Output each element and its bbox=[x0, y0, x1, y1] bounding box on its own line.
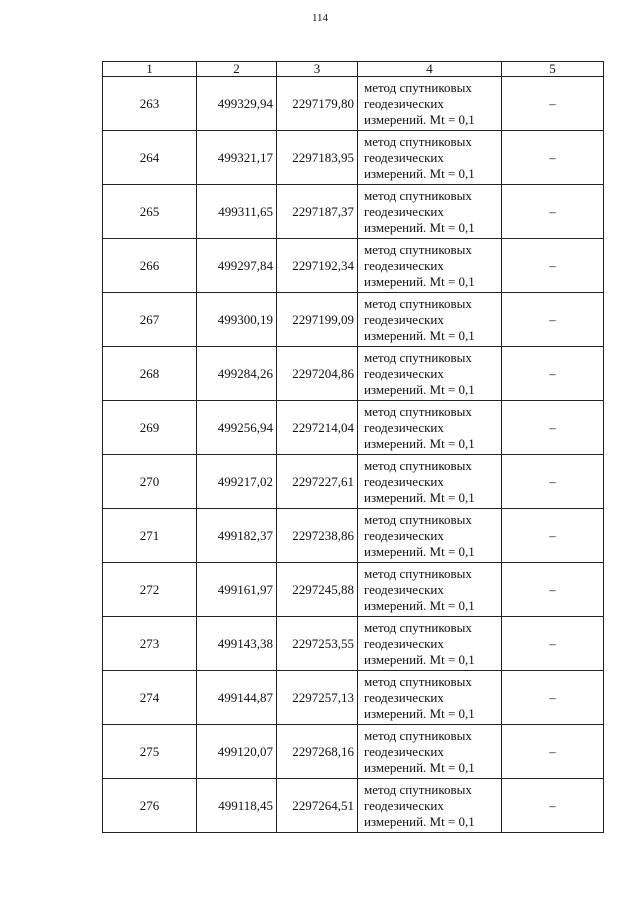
point-number: 264 bbox=[103, 131, 197, 185]
method-line: геодезических bbox=[364, 149, 444, 165]
method-line: метод спутниковых bbox=[364, 781, 472, 797]
method-cell bbox=[358, 725, 502, 779]
coord-x: 499329,94 bbox=[197, 77, 277, 131]
coord-y: 2297214,04 bbox=[277, 401, 358, 455]
coord-y: 2297264,51 bbox=[277, 779, 358, 833]
header-row bbox=[103, 62, 604, 77]
coord-x: 499143,38 bbox=[197, 617, 277, 671]
method-cell bbox=[358, 347, 502, 401]
coord-y: 2297179,80 bbox=[277, 77, 358, 131]
method-cell bbox=[358, 779, 502, 833]
method-line: измерений. Mt = 0,1 bbox=[364, 489, 475, 505]
method-line: измерений. Mt = 0,1 bbox=[364, 327, 475, 343]
method-cell bbox=[358, 77, 502, 131]
coord-x: 499300,19 bbox=[197, 293, 277, 347]
method-line: геодезических bbox=[364, 581, 444, 597]
method-cell bbox=[358, 401, 502, 455]
note-cell: – bbox=[502, 131, 604, 185]
method-line: метод спутниковых bbox=[364, 457, 472, 473]
method-line: метод спутниковых bbox=[364, 133, 472, 149]
method-cell bbox=[358, 185, 502, 239]
point-number: 266 bbox=[103, 239, 197, 293]
note-cell: – bbox=[502, 77, 604, 131]
method-line: метод спутниковых bbox=[364, 403, 472, 419]
method-line: метод спутниковых bbox=[364, 79, 472, 95]
method-line: измерений. Mt = 0,1 bbox=[364, 273, 475, 289]
table-row bbox=[103, 401, 604, 455]
point-number: 273 bbox=[103, 617, 197, 671]
table-row bbox=[103, 617, 604, 671]
header-col-4: 4 bbox=[358, 62, 502, 77]
method-line: метод спутниковых bbox=[364, 727, 472, 743]
coord-x: 499120,07 bbox=[197, 725, 277, 779]
coord-x: 499321,17 bbox=[197, 131, 277, 185]
note-cell: – bbox=[502, 563, 604, 617]
method-line: измерений. Mt = 0,1 bbox=[364, 597, 475, 613]
point-number: 270 bbox=[103, 455, 197, 509]
coord-x: 499161,97 bbox=[197, 563, 277, 617]
table-row bbox=[103, 563, 604, 617]
table-row bbox=[103, 293, 604, 347]
method-line: геодезических bbox=[364, 95, 444, 111]
point-number: 268 bbox=[103, 347, 197, 401]
method-line: метод спутниковых bbox=[364, 565, 472, 581]
coord-x: 499256,94 bbox=[197, 401, 277, 455]
method-line: измерений. Mt = 0,1 bbox=[364, 813, 475, 829]
coordinates-table bbox=[102, 61, 604, 833]
note-cell: – bbox=[502, 671, 604, 725]
method-cell bbox=[358, 293, 502, 347]
method-line: метод спутниковых bbox=[364, 619, 472, 635]
method-line: измерений. Mt = 0,1 bbox=[364, 543, 475, 559]
table-body bbox=[103, 77, 604, 833]
coord-x: 499182,37 bbox=[197, 509, 277, 563]
table-row bbox=[103, 185, 604, 239]
coord-x: 499297,84 bbox=[197, 239, 277, 293]
method-line: измерений. Mt = 0,1 bbox=[364, 705, 475, 721]
coord-y: 2297238,86 bbox=[277, 509, 358, 563]
method-line: измерений. Mt = 0,1 bbox=[364, 759, 475, 775]
coord-y: 2297253,55 bbox=[277, 617, 358, 671]
note-cell: – bbox=[502, 185, 604, 239]
point-number: 269 bbox=[103, 401, 197, 455]
method-line: геодезических bbox=[364, 635, 444, 651]
point-number: 267 bbox=[103, 293, 197, 347]
method-cell bbox=[358, 617, 502, 671]
note-cell: – bbox=[502, 725, 604, 779]
method-line: геодезических bbox=[364, 203, 444, 219]
method-line: геодезических bbox=[364, 365, 444, 381]
method-line: измерений. Mt = 0,1 bbox=[364, 435, 475, 451]
note-cell: – bbox=[502, 239, 604, 293]
note-cell: – bbox=[502, 779, 604, 833]
note-cell: – bbox=[502, 347, 604, 401]
method-line: геодезических bbox=[364, 311, 444, 327]
coord-y: 2297204,86 bbox=[277, 347, 358, 401]
method-line: геодезических bbox=[364, 797, 444, 813]
method-line: метод спутниковых bbox=[364, 349, 472, 365]
method-line: геодезических bbox=[364, 419, 444, 435]
note-cell: – bbox=[502, 455, 604, 509]
method-line: измерений. Mt = 0,1 bbox=[364, 111, 475, 127]
coord-y: 2297183,95 bbox=[277, 131, 358, 185]
coord-y: 2297192,34 bbox=[277, 239, 358, 293]
coord-y: 2297257,13 bbox=[277, 671, 358, 725]
point-number: 265 bbox=[103, 185, 197, 239]
coord-x: 499144,87 bbox=[197, 671, 277, 725]
method-cell bbox=[358, 671, 502, 725]
coord-x: 499311,65 bbox=[197, 185, 277, 239]
note-cell: – bbox=[502, 401, 604, 455]
coord-y: 2297187,37 bbox=[277, 185, 358, 239]
method-line: измерений. Mt = 0,1 bbox=[364, 165, 475, 181]
method-cell bbox=[358, 455, 502, 509]
coord-y: 2297245,88 bbox=[277, 563, 358, 617]
header-col-5: 5 bbox=[502, 62, 604, 77]
header-col-2: 2 bbox=[197, 62, 277, 77]
table-row bbox=[103, 77, 604, 131]
coord-x: 499284,26 bbox=[197, 347, 277, 401]
note-cell: – bbox=[502, 509, 604, 563]
method-line: геодезических bbox=[364, 257, 444, 273]
table-header bbox=[103, 62, 604, 77]
table-row bbox=[103, 779, 604, 833]
point-number: 274 bbox=[103, 671, 197, 725]
table-row bbox=[103, 671, 604, 725]
table-row bbox=[103, 455, 604, 509]
table-row bbox=[103, 725, 604, 779]
method-cell bbox=[358, 131, 502, 185]
header-col-1: 1 bbox=[103, 62, 197, 77]
method-cell bbox=[358, 509, 502, 563]
coord-y: 2297268,16 bbox=[277, 725, 358, 779]
coord-y: 2297227,61 bbox=[277, 455, 358, 509]
point-number: 275 bbox=[103, 725, 197, 779]
table-row bbox=[103, 509, 604, 563]
table-row bbox=[103, 239, 604, 293]
coord-x: 499118,45 bbox=[197, 779, 277, 833]
method-line: измерений. Mt = 0,1 bbox=[364, 219, 475, 235]
point-number: 276 bbox=[103, 779, 197, 833]
method-line: геодезических bbox=[364, 689, 444, 705]
header-col-3: 3 bbox=[277, 62, 358, 77]
method-line: метод спутниковых bbox=[364, 511, 472, 527]
method-line: метод спутниковых bbox=[364, 241, 472, 257]
note-cell: – bbox=[502, 293, 604, 347]
method-line: геодезических bbox=[364, 473, 444, 489]
page-number: 114 bbox=[311, 12, 329, 24]
method-line: метод спутниковых bbox=[364, 295, 472, 311]
method-cell bbox=[358, 563, 502, 617]
coord-y: 2297199,09 bbox=[277, 293, 358, 347]
method-line: метод спутниковых bbox=[364, 187, 472, 203]
method-line: метод спутниковых bbox=[364, 673, 472, 689]
method-line: геодезических bbox=[364, 743, 444, 759]
method-line: геодезических bbox=[364, 527, 444, 543]
table-row bbox=[103, 347, 604, 401]
method-line: измерений. Mt = 0,1 bbox=[364, 651, 475, 667]
point-number: 272 bbox=[103, 563, 197, 617]
point-number: 271 bbox=[103, 509, 197, 563]
method-line: измерений. Mt = 0,1 bbox=[364, 381, 475, 397]
table-row bbox=[103, 131, 604, 185]
method-cell bbox=[358, 239, 502, 293]
point-number: 263 bbox=[103, 77, 197, 131]
note-cell: – bbox=[502, 617, 604, 671]
coord-x: 499217,02 bbox=[197, 455, 277, 509]
